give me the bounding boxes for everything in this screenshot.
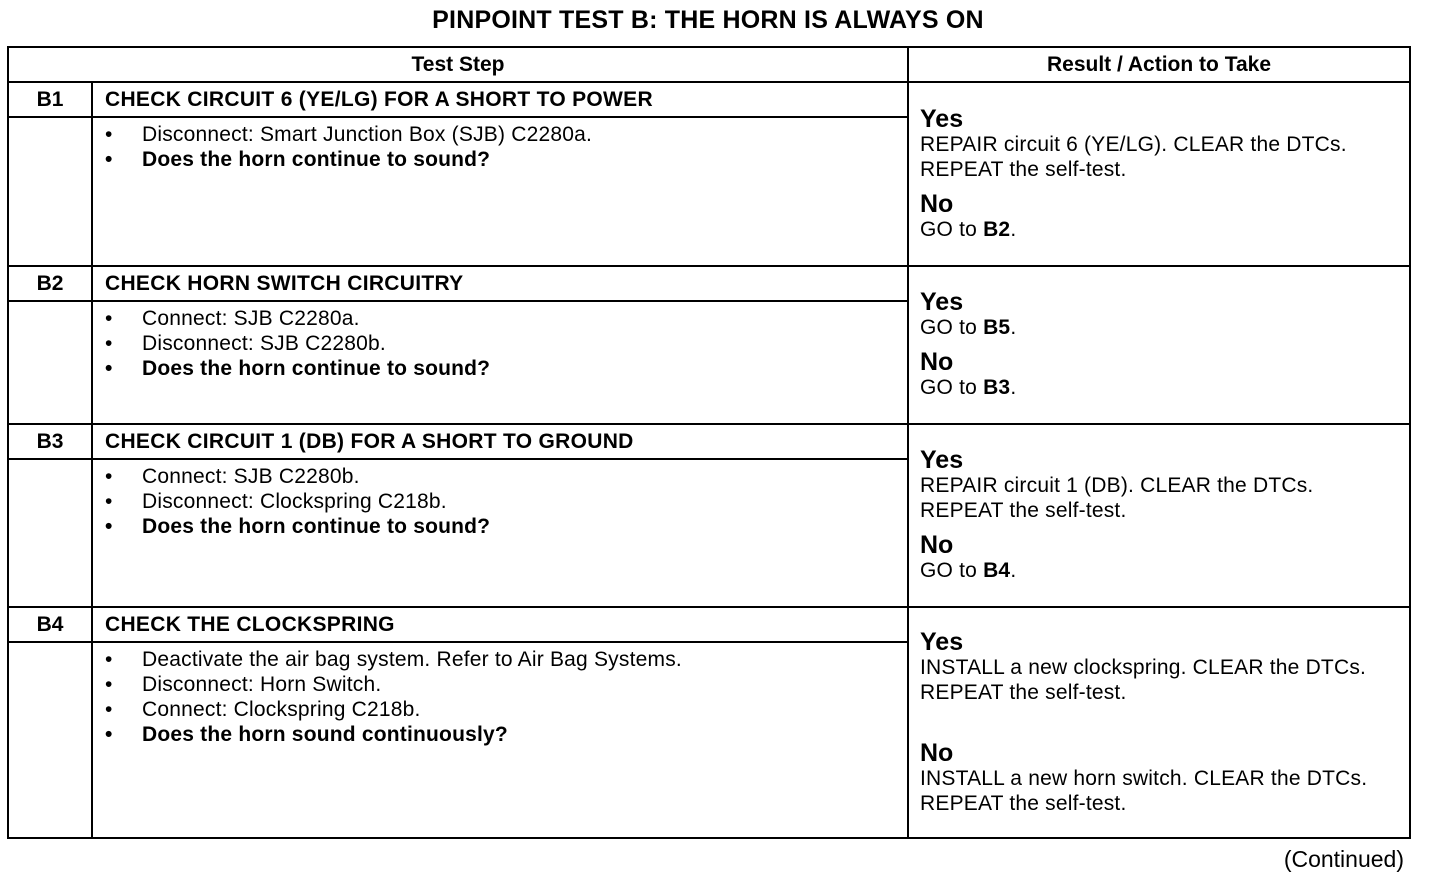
result-no-label: No xyxy=(920,738,954,767)
instruction-question: • Does the horn continue to sound? xyxy=(105,147,907,172)
step-id: B1 xyxy=(8,82,92,117)
pinpoint-test-table xyxy=(7,46,1411,839)
step-heading-row xyxy=(8,266,1410,301)
result-no-text: GO to B3. xyxy=(920,376,1017,399)
result-yes-text: REPAIR circuit 6 (YE/LG). CLEAR the DTCs. REPEAT the self-test. xyxy=(920,132,1347,181)
step-id-spacer xyxy=(8,117,92,266)
column-header-test-step: Test Step xyxy=(8,47,908,82)
column-header-result: Result / Action to Take xyxy=(908,47,1410,82)
step-reference: B3 xyxy=(983,376,1011,399)
result-yes-label: Yes xyxy=(920,627,964,656)
step-reference: B4 xyxy=(983,559,1011,582)
step-id: B4 xyxy=(8,607,92,642)
step-heading: CHECK CIRCUIT 1 (DB) FOR A SHORT TO GROUND xyxy=(92,424,908,459)
instruction-item: • Disconnect: SJB C2280b. xyxy=(105,331,907,356)
result-yes-label: Yes xyxy=(920,288,964,316)
result-no-label: No xyxy=(920,531,954,559)
instruction-item: • Disconnect: Horn Switch. xyxy=(105,672,907,697)
page-title: PINPOINT TEST B: THE HORN IS ALWAYS ON xyxy=(432,6,984,34)
result-no-text: GO to B2. xyxy=(920,217,1017,241)
step-heading: CHECK HORN SWITCH CIRCUITRY xyxy=(92,266,908,301)
step-reference: B2 xyxy=(983,217,1011,241)
step-reference: B5 xyxy=(983,316,1011,339)
step-heading: CHECK THE CLOCKSPRING xyxy=(92,607,908,642)
step-instructions xyxy=(92,301,908,424)
result-no-label: No xyxy=(920,348,954,376)
step-instructions xyxy=(92,459,908,607)
step-heading-row xyxy=(8,607,1410,642)
step-id: B2 xyxy=(8,266,92,301)
step-heading: CHECK CIRCUIT 6 (YE/LG) FOR A SHORT TO POWER xyxy=(92,82,908,117)
instruction-question: • Does the horn sound continuously? xyxy=(105,722,907,747)
step-result xyxy=(908,607,1410,838)
result-no-label: No xyxy=(920,189,954,218)
instruction-item: • Disconnect: Clockspring C218b. xyxy=(105,489,907,514)
step-instructions xyxy=(92,117,908,266)
result-no-text: GO to B4. xyxy=(920,559,1017,582)
continued-label: (Continued) xyxy=(1283,846,1404,872)
instruction-item: • Connect: Clockspring C218b. xyxy=(105,697,907,722)
result-yes-text: REPAIR circuit 1 (DB). CLEAR the DTCs. REPEAT the self-test. xyxy=(920,474,1314,522)
step-id: B3 xyxy=(8,424,92,459)
instruction-item: • Connect: SJB C2280a. xyxy=(105,306,907,331)
result-yes-text: GO to B5. xyxy=(920,316,1017,339)
step-id-spacer xyxy=(8,459,92,607)
step-heading-row xyxy=(8,424,1410,459)
result-yes-text: INSTALL a new clockspring. CLEAR the DTCs. REPEAT the self-test. xyxy=(920,655,1367,704)
step-result xyxy=(908,424,1410,607)
result-yes-label: Yes xyxy=(920,446,964,474)
step-id-spacer xyxy=(8,301,92,424)
instruction-item: • Deactivate the air bag system. Refer to Air Bag Systems. xyxy=(105,647,907,672)
instruction-item: • Disconnect: Smart Junction Box (SJB) C2280a. xyxy=(105,122,907,147)
instruction-question: • Does the horn continue to sound? xyxy=(105,356,907,381)
step-heading-row xyxy=(8,82,1410,117)
step-instructions xyxy=(92,642,908,838)
step-result xyxy=(908,266,1410,424)
step-result xyxy=(908,82,1410,266)
instruction-question: • Does the horn continue to sound? xyxy=(105,514,907,539)
instruction-item: • Connect: SJB C2280b. xyxy=(105,464,907,489)
result-yes-label: Yes xyxy=(920,104,964,133)
table-header-row xyxy=(8,47,1410,82)
result-no-text: INSTALL a new horn switch. CLEAR the DTCs. REPEAT the self-test. xyxy=(920,766,1368,815)
step-id-spacer xyxy=(8,642,92,838)
